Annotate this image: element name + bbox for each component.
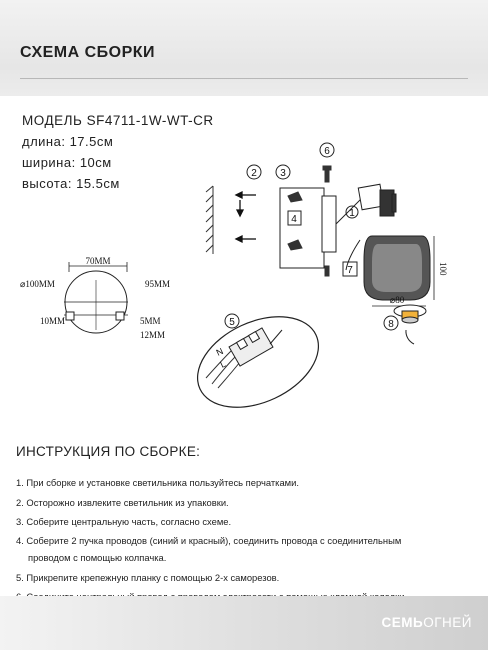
plate-front [64, 262, 128, 333]
dim-70: 70MM [85, 256, 111, 266]
wire-label-l: L [218, 358, 228, 370]
step-num-2: 2 [251, 168, 257, 179]
dim-10: 10MM [40, 316, 66, 326]
step-num-1: 1 [349, 208, 355, 219]
wall-hatch [206, 186, 213, 254]
instruction-step: 1. При сборке и установке светильника пользуйтесь перчатками. [16, 477, 299, 488]
spec-length: длина: 17.5см [22, 134, 114, 149]
dim-100: ⌀100MM [20, 279, 55, 289]
step-num-8: 8 [388, 319, 394, 330]
lamp-arm [336, 184, 396, 224]
instruction-step: 3. Соберите центральную часть, согласно схеме. [16, 516, 232, 527]
dim-5: 5MM [140, 316, 161, 326]
instructions-title: ИНСТРУКЦИЯ ПО СБОРКЕ: [16, 444, 201, 459]
step-num-7: 7 [347, 265, 353, 276]
brand-rest: ОГНЕЙ [423, 615, 472, 630]
brand-bold: СЕМЬ [381, 615, 424, 630]
page-title: СХЕМА СБОРКИ [20, 44, 156, 61]
lamp-shade [364, 236, 430, 300]
spec-width: ширина: 10см [22, 155, 112, 170]
step-num-4: 4 [291, 214, 297, 225]
instruction-step: 5. Прикрепите крепежную планку с помощью 2-х саморезов. [16, 571, 280, 583]
dim-95: 95MM [145, 279, 171, 289]
spec-height: высота: 15.5см [22, 176, 120, 191]
dim-12: 12MM [140, 330, 166, 340]
wire-label-n: N [214, 346, 225, 358]
shade-diam-label: ⌀80 [389, 295, 405, 305]
step-num-5: 5 [229, 317, 235, 328]
shade-height-label: 100 [438, 262, 448, 276]
canopy-plate [322, 196, 336, 252]
arrow-icons [236, 192, 256, 242]
brand-logo [382, 615, 472, 630]
bulb-cap [394, 305, 426, 344]
instruction-step: 2. Осторожно извлеките светильник из упаковки. [16, 496, 229, 508]
step-num-3: 3 [280, 168, 286, 179]
instruction-step-line: 4. Соберите 2 пучка проводов (синий и красный), соединить провода с соединительным [16, 534, 402, 546]
instructions-list [16, 473, 407, 607]
instruction-step [16, 532, 407, 566]
model-name: МОДЕЛЬ SF4711-1W-WT-CR [22, 113, 214, 128]
instruction-step-continuation: проводом с помощью колпачка. [28, 551, 167, 563]
wiring-detail [183, 299, 333, 426]
step-num-6: 6 [324, 146, 330, 157]
